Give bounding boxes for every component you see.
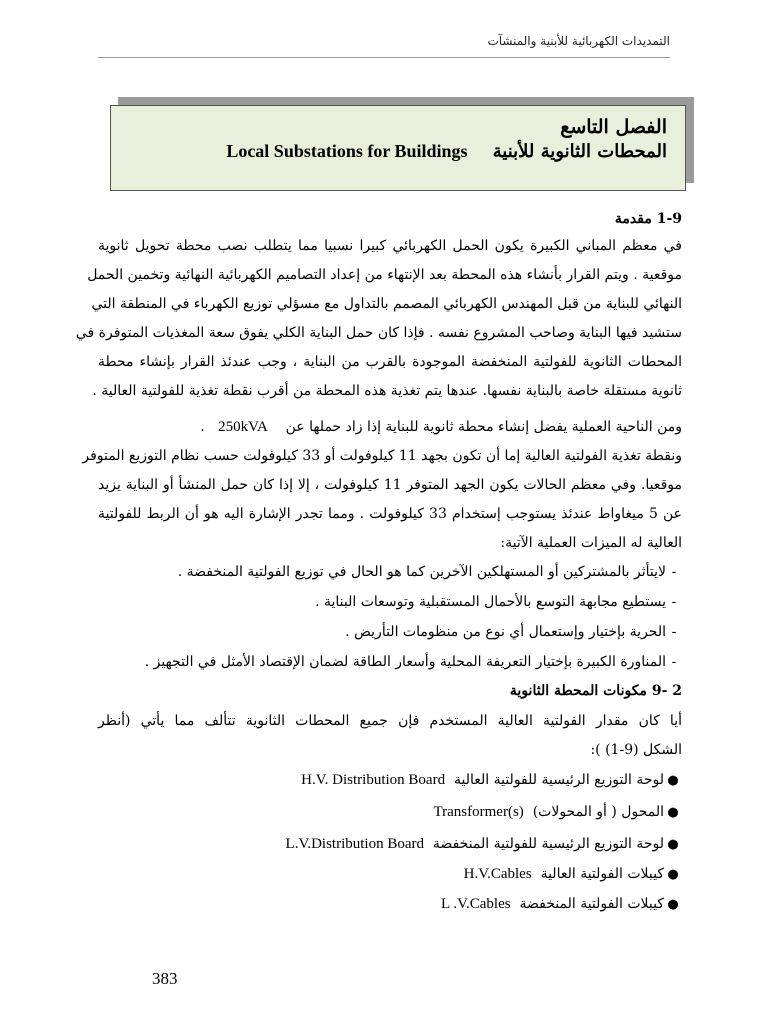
component-item xyxy=(464,866,682,883)
paragraph-line: العالية له الميزات العملية الآتية: xyxy=(500,535,682,551)
component-english: L .V.Cables xyxy=(441,896,511,912)
advantage-text: الحرية بإختيار وإستعمال أي نوع من منظومات التأريض . xyxy=(345,624,666,640)
section-heading-introduction: 1-9 مقدمة xyxy=(614,211,682,227)
bullet-icon: ● xyxy=(667,867,679,882)
advantage-text: المناورة الكبيرة بإختيار التعريفة المحلية وأسعار الطاقة لضمان الإقتصاد الأمثل في التجهيز . xyxy=(144,654,666,670)
advantage-item xyxy=(145,654,682,670)
component-english: Transformer(s) xyxy=(433,804,524,820)
paragraph-line-capacity xyxy=(200,419,682,436)
component-arabic: المحول ( أو المحولات) xyxy=(532,804,664,820)
component-arabic: لوحة التوزيع الرئيسية للفولتية العالية xyxy=(453,772,664,788)
chapter-label: الفصل التاسع xyxy=(560,116,667,138)
paragraph-line: الشكل (9-1) ): xyxy=(590,742,682,758)
component-item xyxy=(286,836,682,853)
chapter-title-english: Local Substations for Buildings xyxy=(226,141,468,161)
section-heading-components: 2 -9 مكونات المحطة الثانوية xyxy=(509,683,682,699)
bullet-icon: ● xyxy=(667,773,679,788)
dash-marker: - xyxy=(671,564,677,580)
component-english: H.V.Cables xyxy=(463,866,532,882)
advantage-item xyxy=(345,624,682,640)
component-item xyxy=(441,896,682,913)
advantage-item xyxy=(315,594,682,610)
paragraph-line: ونقطة تغذية الفولتية العالية إما أن تكون بجهد 11 كيلوفولت أو 33 كيلوفولت حسب نظام التوزيع المتوفر xyxy=(82,448,682,464)
capacity-text: ومن الناحية العملية يفضل إنشاء محطة ثانوية للبناية إذا زاد حملها عن xyxy=(285,419,682,435)
bullet-icon: ● xyxy=(667,897,679,912)
component-arabic: كيبلات الفولتية العالية xyxy=(540,866,664,882)
title-box xyxy=(110,105,686,191)
header-rule xyxy=(98,57,670,58)
bullet-icon: ● xyxy=(667,837,679,852)
component-arabic: كيبلات الفولتية المنخفضة xyxy=(519,896,664,912)
advantage-text: يستطيع مجابهة التوسع بالأحمال المستقبلية وتوسعات البناية . xyxy=(315,594,666,610)
paragraph-line: في معظم المباني الكبيرة يكون الحمل الكهربائي كبيرا نسبيا مما يتطلب نصب محطة تحويل ثانوية xyxy=(98,238,682,254)
chapter-title xyxy=(226,141,667,162)
paragraph-line: عن 5 ميغاواط عندئذ يستوجب إستخدام 33 كيلوفولت . ومما تجدر الإشارة اليه هو أن الربط للفولتية xyxy=(98,506,682,522)
paragraph-line: موقعيا. وفي معظم الحالات يكون الجهد المتوفر 11 كيلوفولت ، إلا إذا كان حمل المنشأ أو البناية يزيد xyxy=(98,477,682,493)
capacity-value: 250kVA xyxy=(218,419,268,435)
component-english: H.V. Distribution Board xyxy=(301,772,446,788)
bullet-icon: ● xyxy=(667,805,679,820)
component-english: L.V.Distribution Board xyxy=(285,836,425,852)
paragraph-line: النهائي للبناية من قبل المهندس الكهربائي المصمم بالتداول مع مسؤلي توزيع الكهرباء في المنطقة التي xyxy=(91,296,682,312)
capacity-period: . xyxy=(200,419,205,435)
paragraph-line: أيا كان مقدار الفولتية العالية المستخدم فإن جميع المحطات الثانوية تتألف مما يأتي (أنظر xyxy=(98,713,682,729)
chapter-title-arabic: المحطات الثانوية للأبنية xyxy=(492,141,667,162)
page-number: 383 xyxy=(152,969,178,988)
paragraph-line: موقعية . ويتم القرار بأنشاء هذه المحطة بعد الإنتهاء من إعداد التصاميم الكهربائية النهائية وتخمين الحمل xyxy=(87,267,682,283)
advantage-text: لايتأثر بالمشتركين أو المستهلكين الآخرين كما هو الحال في توزيع الفولتية المنخفضة . xyxy=(177,564,666,580)
running-header: التمديدات الكهربائية للأبنية والمنشآت xyxy=(487,34,670,48)
component-item xyxy=(434,804,682,821)
paragraph-line: ثانوية مستقلة خاصة بالبناية نفسها. عندها يتم تغذية هذه المحطة من أقرب نقطة تغذية للفولتية العالية . xyxy=(92,383,682,399)
component-arabic: لوحة التوزيع الرئيسية للفولتية المنخفضة xyxy=(432,836,664,852)
dash-marker: - xyxy=(671,654,677,670)
paragraph-line: ستشيد فيها البناية وصاحب المشروع نفسه . فإذا كان حمل البناية الكلي يفوق سعة المغذيات المتوفرة في xyxy=(75,325,682,341)
paragraph-line: المحطات الثانوية للفولتية المنخفضة الموجودة بالقرب من البناية ، وجب عندئذ القرار بإنشاء محطة xyxy=(98,354,682,370)
component-item xyxy=(301,772,682,789)
dash-marker: - xyxy=(671,624,677,640)
dash-marker: - xyxy=(671,594,677,610)
advantage-item xyxy=(178,564,682,580)
